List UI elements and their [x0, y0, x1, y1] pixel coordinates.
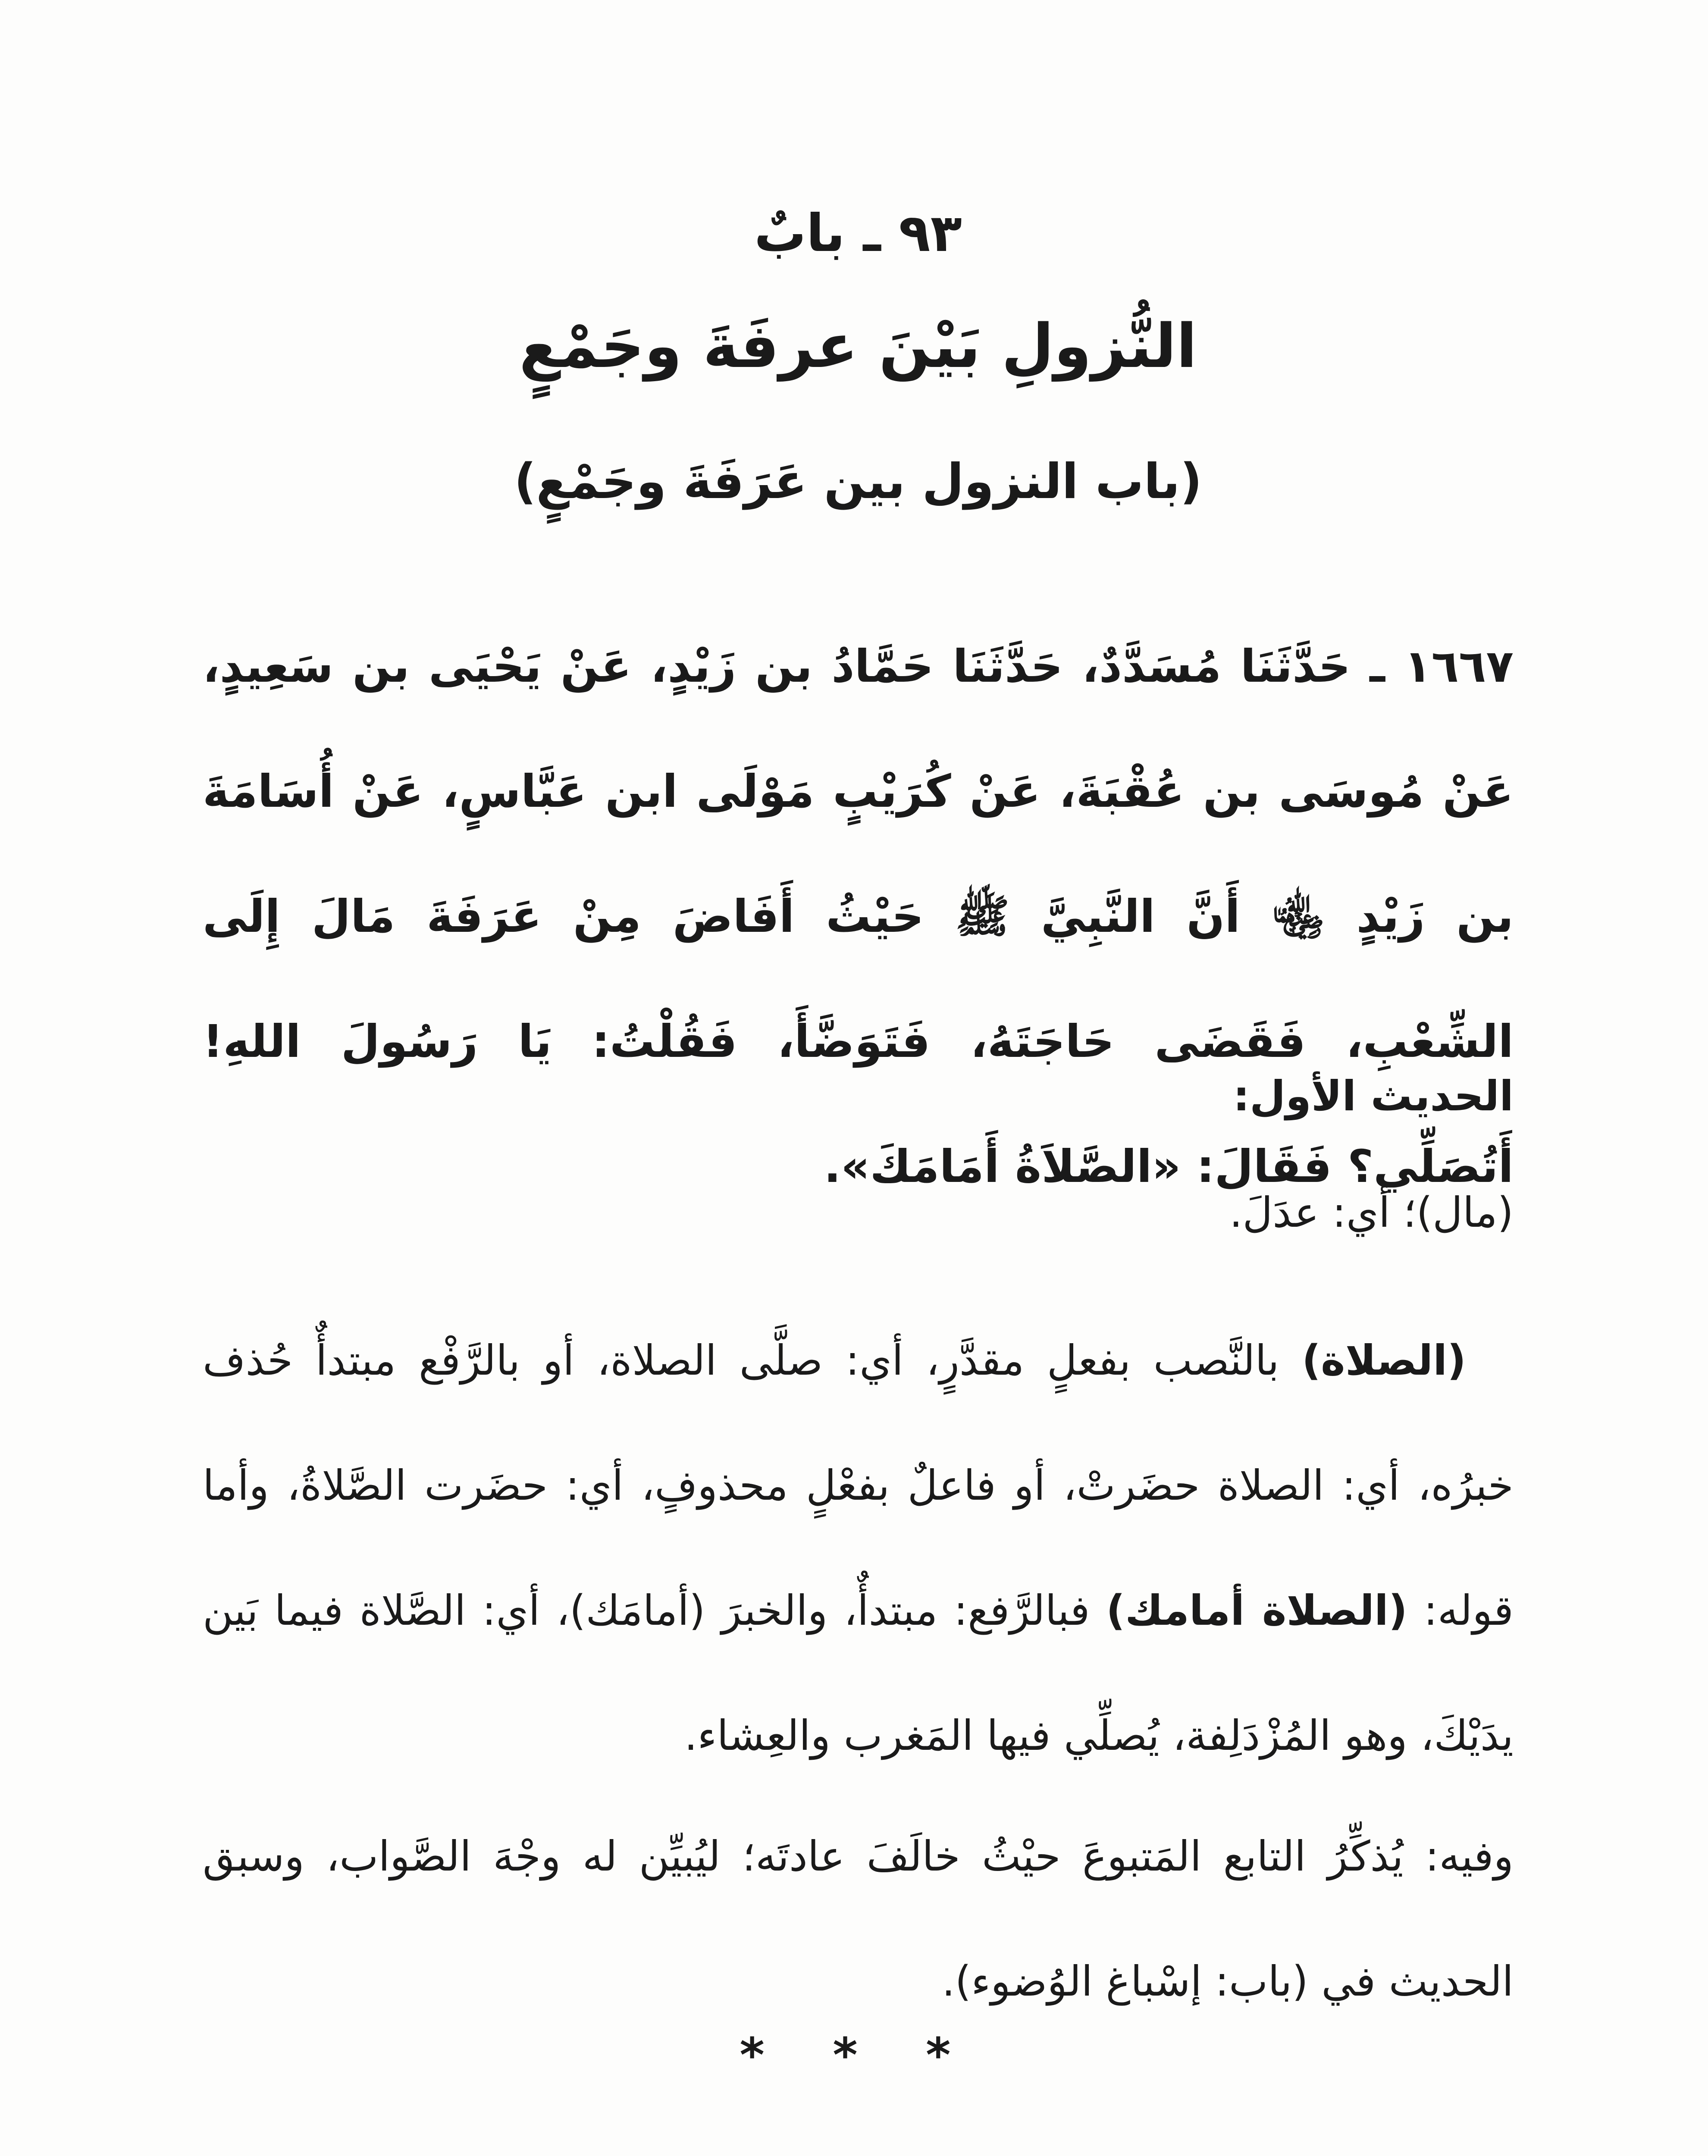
- chapter-subtitle: (باب النزول بين عَرَفَةَ وجَمْعٍ): [514, 454, 1202, 510]
- commentary-heading: الحديث الأول:: [1233, 1072, 1514, 1120]
- chapter-title: النُّزولِ بَيْنَ عرفَةَ وجَمْعٍ: [519, 311, 1197, 382]
- commentary-quoted-term: (الصلاة أمامك): [1106, 1586, 1407, 1635]
- commentary-paragraph-text: بالنَّصب بفعلٍ مقدَّرٍ، أي: صلَّى الصلاة، أو بالرَّفْع مبتدأٌ حُذف خبرُه، أي: الصلاة حضَرتْ، أو فاعلٌ بفعْلٍ محذوفٍ، أي: حضَرت الصَّلاةُ، وأما قوله:: [203, 1336, 1514, 1635]
- commentary-paragraph-tail: فبالرَّفع: مبتدأٌ، والخبرَ (أمامَك)، أي: الصَّلاة فيما بَين يدَيْكَ، وهو المُزْدَلِفة، يُصلِّي فيها المَغرب والعِشاء.: [203, 1586, 1514, 1760]
- section-separator: * * *: [740, 2028, 977, 2083]
- commentary-paragraph-benefit: وفيه: يُذكِّرُ التابع المَتبوعَ حيْثُ خالَفَ عادتَه؛ ليُبيِّن له وجْهَ الصَّواب، وسبق الحديث في (باب: إسْباغ الوُضوء).: [203, 1832, 1514, 2006]
- commentary-paragraph-salah: [203, 1298, 1514, 1798]
- chapter-number: ٩٣ ـ بابٌ: [754, 204, 962, 263]
- commentary-line-mal: (مال)؛ أي: عدَلَ.: [1229, 1188, 1514, 1237]
- commentary-lead-term: (الصلاة): [1302, 1336, 1466, 1385]
- hadith-1667-text: ١٦٦٧ ـ حَدَّثَنَا مُسَدَّدٌ، حَدَّثَنَا حَمَّادُ بن زَيْدٍ، عَنْ يَحْيَى بن سَعِيدٍ، عَنْ مُوسَى بن عُقْبَةَ، عَنْ كُرَيْبٍ مَوْلَى ابن عَبَّاسٍ، عَنْ أُسَامَةَ بن زَيْدٍ ﵄ أَنَّ النَّبِيَّ ﷺ حَيْثُ أَفَاضَ مِنْ عَرَفَةَ مَالَ إِلَى الشِّعْبِ، فَقَضَى حَاجَتَهُ، فَتَوَضَّأَ، فَقُلْتُ: يَا رَسُولَ اللهِ! أَتُصَلِّي؟ فَقَالَ: «الصَّلاَةُ أَمَامَكَ».: [203, 640, 1514, 1193]
